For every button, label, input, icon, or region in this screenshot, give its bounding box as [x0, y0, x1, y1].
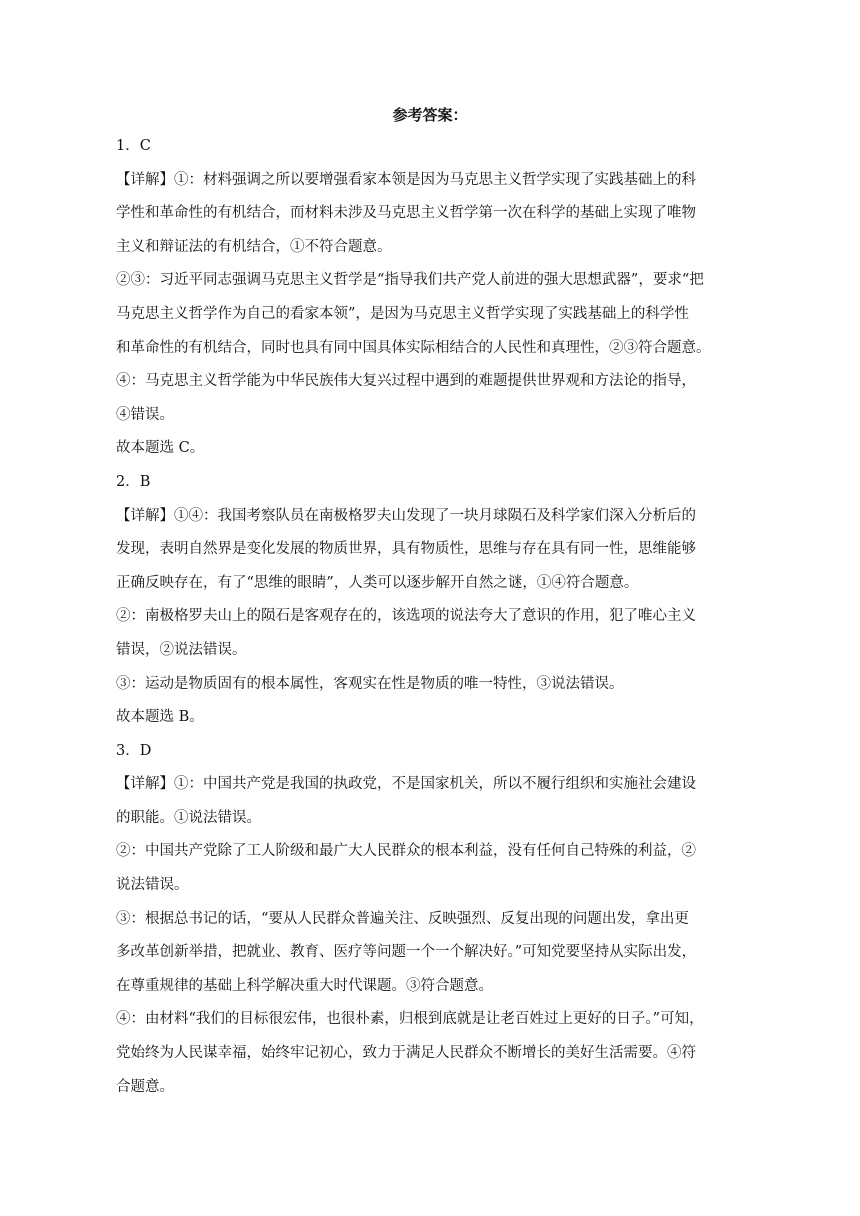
text-line: 2．B: [116, 473, 151, 490]
text-line: 【详解】①：中国共产党是我国的执政党，不是国家机关，所以不履行组织和实施社会建设: [116, 776, 696, 793]
text-line: 的职能。①说法错误。: [116, 809, 261, 826]
text-line: 合题意。: [116, 1078, 174, 1095]
text-line: 1．C: [116, 138, 151, 154]
text-line: ④错误。: [116, 406, 174, 423]
text-line: 故本题选 C。: [116, 440, 205, 457]
text-line: ②：南极格罗夫山上的陨石是客观存在的，该选项的说法夸大了意识的作用，犯了唯心主义: [116, 608, 696, 625]
text-line: 主义和辩证法的有机结合，①不符合题意。: [116, 238, 392, 255]
text-line: ④：由材料“我们的目标很宏伟，也很朴素，归根到底就是让老百姓过上更好的日子。”可知，: [116, 1011, 704, 1028]
text-line: ③：运动是物质固有的根本属性，客观实在性是物质的唯一特性，③说法错误。: [116, 675, 624, 692]
text-line: 学性和革命性的有机结合，而材料未涉及马克思主义哲学第一次在科学的基础上实现了唯物: [116, 205, 696, 222]
text-line: 马克思主义哲学作为自己的看家本领”，是因为马克思主义哲学实现了实践基础上的科学性: [116, 305, 689, 322]
text-line: ④：马克思主义哲学能为中华民族伟大复兴过程中遇到的难题提供世界观和方法论的指导，: [116, 373, 696, 390]
text-line: 错误，②说法错误。: [116, 641, 247, 658]
text-line: 故本题选 B。: [116, 709, 204, 726]
text-line: 【详解】①④：我国考察队员在南极格罗夫山发现了一块月球陨石及科学家们深入分析后的: [116, 507, 696, 524]
text-line: ③：根据总书记的话，“要从人民群众普遍关注、反映强烈、反复出现的问题出发，拿出更: [116, 910, 689, 927]
text-line: ②：中国共产党除了工人阶级和最广大人民群众的根本利益，没有任何自己特殊的利益，②: [116, 843, 696, 860]
answer-key-title: 参考答案：: [392, 106, 468, 124]
text-line: 和革命性的有机结合，同时也具有同中国具体实际相结合的人民性和真理性，②③符合题意。: [116, 339, 711, 356]
text-line: 多改革创新举措，把就业、教育、医疗等问题一个一个解决好。”可知党要坚持从实际出发，: [116, 944, 697, 961]
text-line: 在尊重规律的基础上科学解决重大时代课题。③符合题意。: [116, 977, 493, 994]
text-line: 发现，表明自然界是变化发展的物质世界，具有物质性，思维与存在具有同一性，思维能够: [116, 541, 696, 558]
text-line: 3．D: [116, 742, 152, 759]
text-line: 说法错误。: [116, 877, 189, 894]
text-line: 正确反映存在，有了“思维的眼睛”，人类可以逐步解开自然之谜，①④符合题意。: [116, 574, 639, 591]
text-line: 【详解】①：材料强调之所以要增强看家本领是因为马克思主义哲学实现了实践基础上的科: [116, 171, 696, 188]
text-line: ②③：习近平同志强调马克思主义哲学是“指导我们共产党人前进的强大思想武器”，要求“把: [116, 272, 704, 289]
answer-content: [116, 130, 736, 1104]
text-line: 党始终为人民谋幸福，始终牢记初心，致力于满足人民群众不断增长的美好生活需要。④符: [116, 1045, 696, 1062]
